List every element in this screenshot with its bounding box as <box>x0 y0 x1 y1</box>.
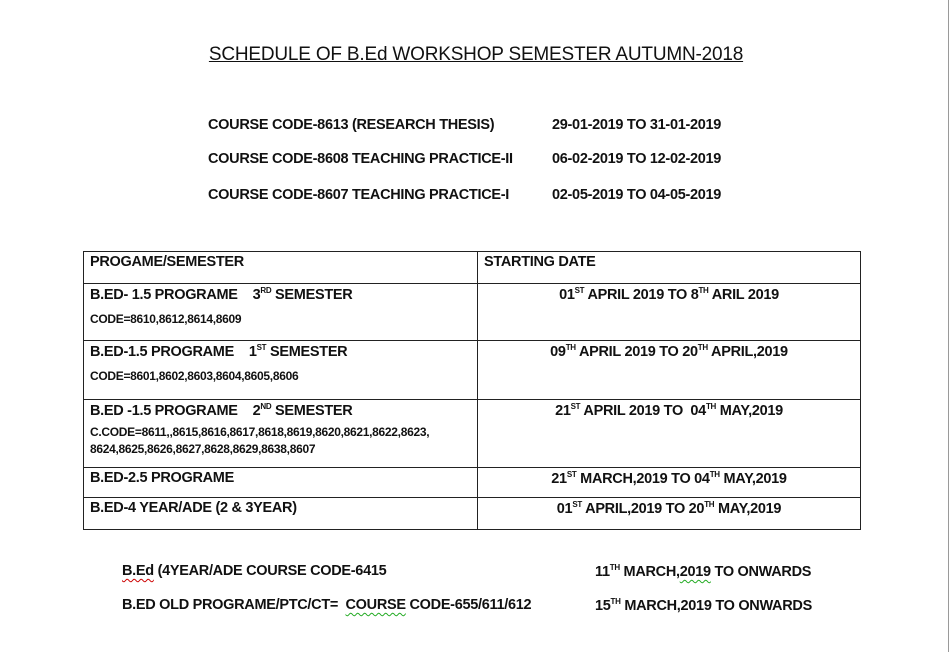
programme: B.ED- 1.5 PROGRAME 3RD SEMESTER <box>90 286 353 303</box>
table-row <box>84 341 861 400</box>
course-label: COURSE CODE-8608 TEACHING PRACTICE-II <box>208 151 513 167</box>
course-dates: 29-01-2019 TO 31-01-2019 <box>552 117 722 133</box>
course-dates: 06-02-2019 TO 12-02-2019 <box>552 151 722 167</box>
starting-date: 21ST APRIL 2019 TO 04TH MAY,2019 <box>478 400 861 468</box>
table-header-row <box>84 252 861 284</box>
course-codes: C.CODE=8611,,8615,8616,8617,8618,8619,8620,8621,8622,8623, 8624,8625,8626,8627,8628,8629,8638,8607 <box>90 425 430 456</box>
course-codes: CODE=8601,8602,8603,8604,8605,8606 <box>90 369 299 383</box>
bottom-course-label: B.ED OLD PROGRAME/PTC/CT= COURSE CODE-655/611/612 <box>122 597 532 613</box>
table-row <box>84 468 861 498</box>
programme: B.ED-4 YEAR/ADE (2 & 3YEAR) <box>84 498 478 530</box>
programme: B.ED-1.5 PROGRAME 1ST SEMESTER <box>90 343 348 360</box>
bottom-course-dates: 15TH MARCH,2019 TO ONWARDS <box>595 597 812 614</box>
page-title: SCHEDULE OF B.Ed WORKSHOP SEMESTER AUTUMN-2018 <box>208 44 744 65</box>
header-programme: PROGAME/SEMESTER <box>84 252 478 284</box>
course-codes: CODE=8610,8612,8614,8609 <box>90 312 242 326</box>
course-label: COURSE CODE-8613 (RESEARCH THESIS) <box>208 117 495 133</box>
starting-date: 01ST APRIL,2019 TO 20TH MAY,2019 <box>478 498 861 530</box>
starting-date: 01ST APRIL 2019 TO 8TH ARIL 2019 <box>478 284 861 341</box>
bottom-course-dates: 11TH MARCH,2019 TO ONWARDS <box>595 563 812 580</box>
table-row <box>84 400 861 468</box>
programme: B.ED-2.5 PROGRAME <box>84 468 478 498</box>
table-row <box>84 284 861 341</box>
schedule-table <box>83 251 861 530</box>
starting-date: 09TH APRIL 2019 TO 20TH APRIL,2019 <box>478 341 861 400</box>
starting-date: 21ST MARCH,2019 TO 04TH MAY,2019 <box>478 468 861 498</box>
bottom-course-label: B.Ed (4YEAR/ADE COURSE CODE-6415 <box>122 563 387 579</box>
header-starting-date: STARTING DATE <box>478 252 861 284</box>
table-row <box>84 498 861 530</box>
programme: B.ED -1.5 PROGRAME 2ND SEMESTER <box>90 402 353 419</box>
course-dates: 02-05-2019 TO 04-05-2019 <box>552 187 722 203</box>
page-edge <box>948 0 949 652</box>
course-label: COURSE CODE-8607 TEACHING PRACTICE-I <box>208 187 509 203</box>
